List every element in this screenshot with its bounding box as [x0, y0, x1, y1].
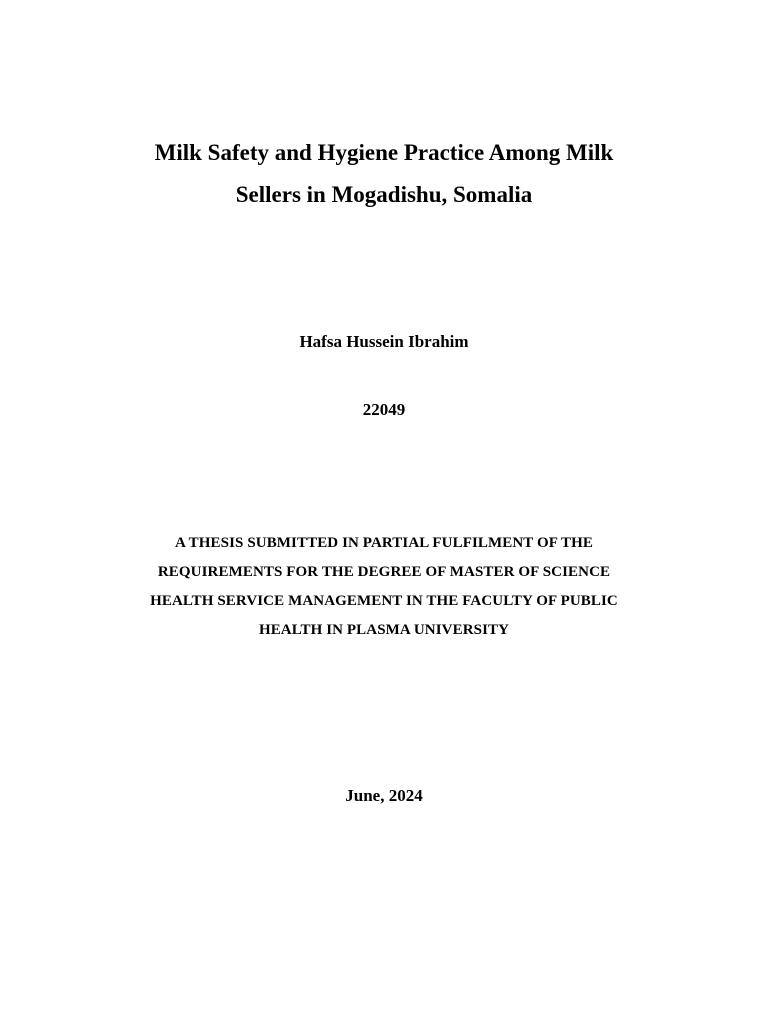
submission-statement-line-3: HEALTH SERVICE MANAGEMENT IN THE FACULTY OF PUBLIC [150, 593, 618, 609]
author-name: Hafsa Hussein Ibrahim [299, 332, 469, 351]
submission-statement-line-4: HEALTH IN PLASMA UNIVERSITY [258, 622, 510, 638]
thesis-title-line-2: Sellers in Mogadishu, Somalia [235, 182, 533, 207]
submission-statement-line-1: A THESIS SUBMITTED IN PARTIAL FULFILMENT OF THE [174, 535, 594, 551]
student-id: 22049 [362, 400, 406, 419]
submission-statement-line-2: REQUIREMENTS FOR THE DEGREE OF MASTER OF SCIENCE [157, 564, 611, 580]
thesis-title-line-1: Milk Safety and Hygiene Practice Among Milk [154, 140, 614, 165]
submission-date: June, 2024 [345, 786, 423, 805]
